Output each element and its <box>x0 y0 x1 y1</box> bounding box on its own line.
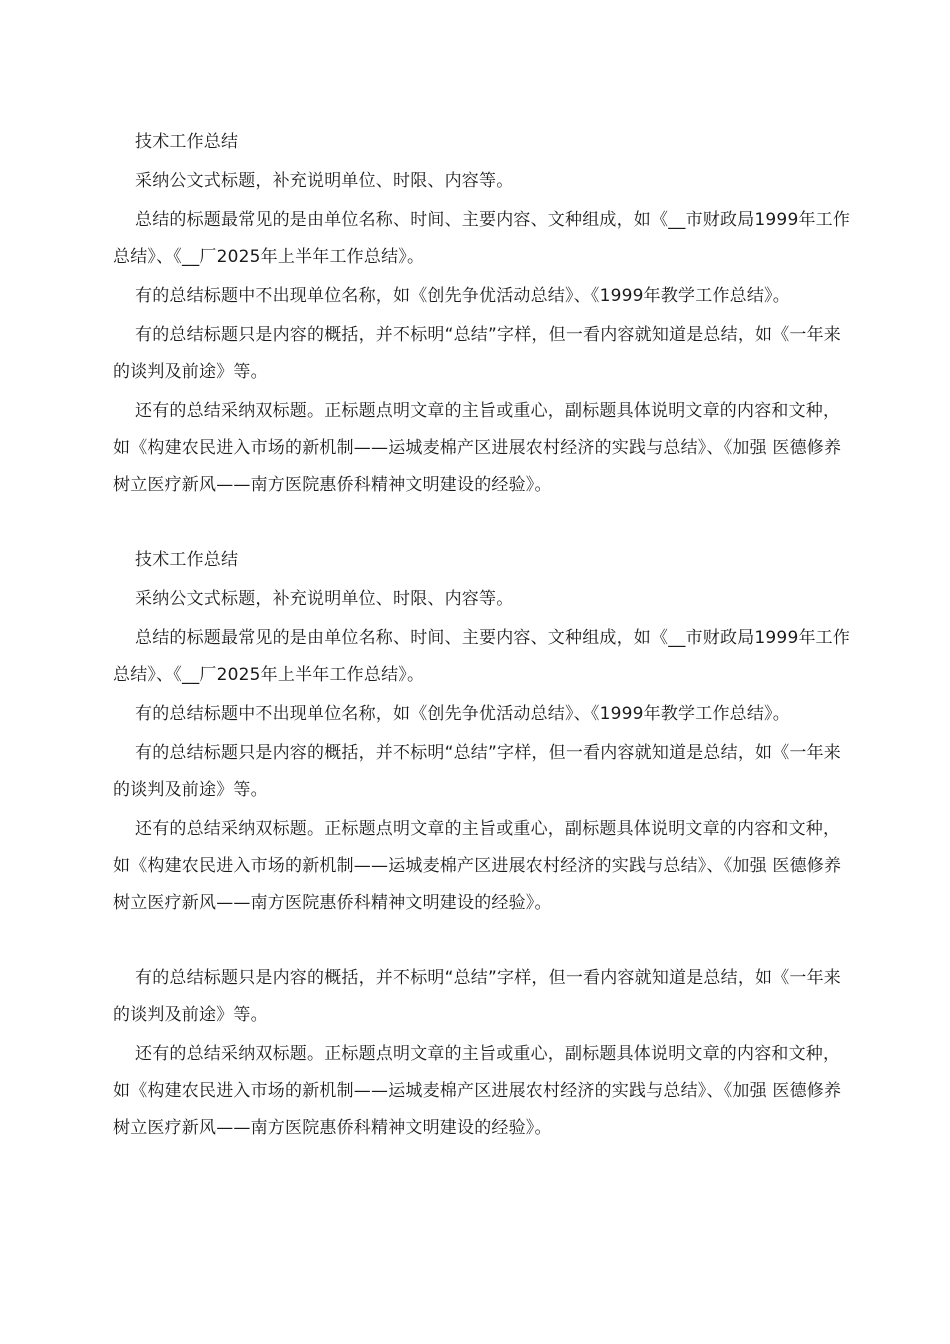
paragraph: 有的总结标题中不出现单位名称，如《创先争优活动总结》、《1999年教学工作总结》。 <box>135 704 790 724</box>
paragraph: 有的总结标题只是内容的概括，并不标明“总结”字样，但一看内容就知道是总结，如《一年来的谈判及前途》等。 <box>113 968 842 1025</box>
paragraph: 还有的总结采纳双标题。正标题点明文章的主旨或重心，副标题具体说明文章的内容和文种，如《构建农民进入市场的新机制——运城麦棉产区进展农村经济的实践与总结》、《加强 医德修养树立医疗新风——南方医院惠侨科精神文明建设的经验》。 <box>113 401 842 495</box>
paragraph: 采纳公文式标题，补充说明单位、时限、内容等。 <box>135 171 514 191</box>
document-body <box>113 124 851 1149</box>
paragraph: 有的总结标题只是内容的概括，并不标明“总结”字样，但一看内容就知道是总结，如《一年来的谈判及前途》等。 <box>113 743 842 800</box>
paragraph: 有的总结标题中不出现单位名称，如《创先争优活动总结》、《1999年教学工作总结》。 <box>135 286 790 306</box>
section-2 <box>113 542 851 922</box>
paragraph: 有的总结标题只是内容的概括，并不标明“总结”字样，但一看内容就知道是总结，如《一年来的谈判及前途》等。 <box>113 325 842 382</box>
section-3 <box>113 960 851 1147</box>
paragraph: 采纳公文式标题，补充说明单位、时限、内容等。 <box>135 589 514 609</box>
paragraph: 总结的标题最常见的是由单位名称、时间、主要内容、文种组成，如《__市财政局1999年工作总结》、《__厂2025年上半年工作总结》。 <box>113 628 851 685</box>
paragraph: 还有的总结采纳双标题。正标题点明文章的主旨或重心，副标题具体说明文章的内容和文种，如《构建农民进入市场的新机制——运城麦棉产区进展农村经济的实践与总结》、《加强 医德修养树立医疗新风——南方医院惠侨科精神文明建设的经验》。 <box>113 1044 842 1138</box>
section-heading: 技术工作总结 <box>135 132 239 152</box>
section-1 <box>113 124 851 504</box>
paragraph: 总结的标题最常见的是由单位名称、时间、主要内容、文种组成，如《__市财政局1999年工作总结》、《__厂2025年上半年工作总结》。 <box>113 210 851 267</box>
section-heading: 技术工作总结 <box>135 550 239 570</box>
paragraph: 还有的总结采纳双标题。正标题点明文章的主旨或重心，副标题具体说明文章的内容和文种，如《构建农民进入市场的新机制——运城麦棉产区进展农村经济的实践与总结》、《加强 医德修养树立医疗新风——南方医院惠侨科精神文明建设的经验》。 <box>113 819 842 913</box>
